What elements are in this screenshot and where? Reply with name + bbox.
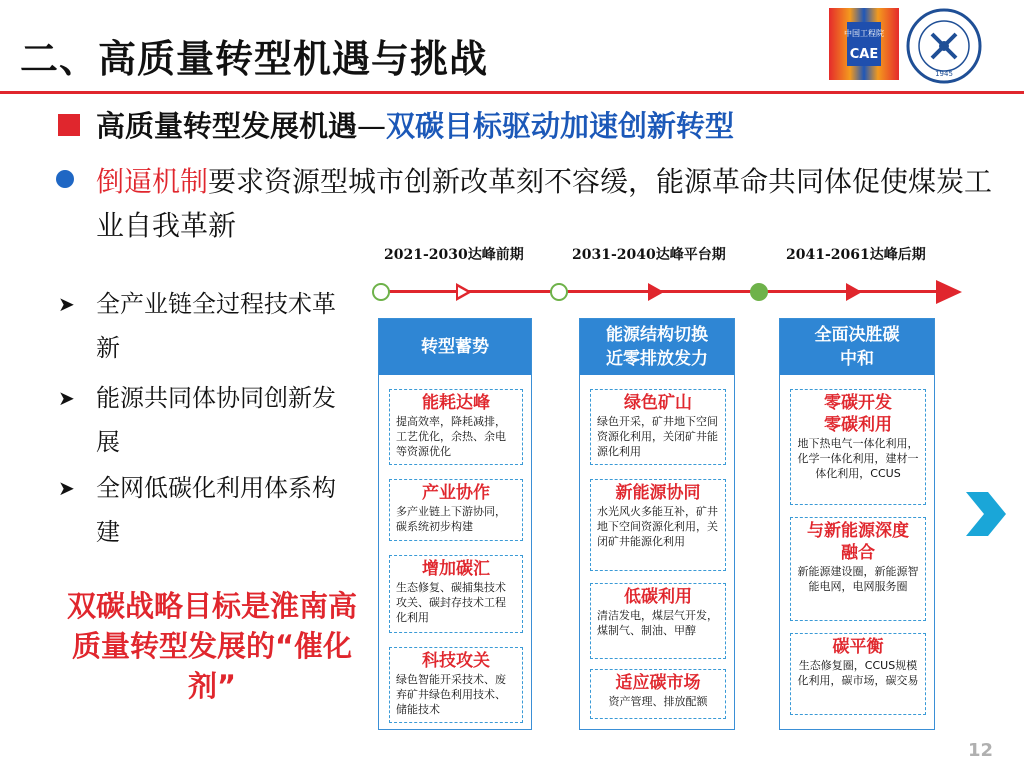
heading-prefix: 高质量转型发展机遇 [96,109,358,143]
stage-card [590,583,726,659]
stage-column-3 [779,318,935,730]
period-label-1: 2021-2030达峰前期 [384,247,524,263]
stage-card [790,517,926,621]
card-title: 适应碳市场 [615,673,701,693]
card-description: 资产管理、排放配额 [608,695,708,708]
timeline-node-circle [750,283,768,301]
list-item-text: 全产业链全过程技术革新 [96,290,336,362]
period-label-3: 2041-2061达峰后期 [786,247,926,263]
cae-logo-text: CAE [849,47,879,62]
timeline-node-triangle-icon [846,283,862,301]
card-title: 低碳利用 [624,587,692,607]
card-title: 碳平衡 [832,637,884,657]
card-description: 生态修复圈，CCUS规模化利用，碳市场，碳交易 [797,659,919,687]
university-logo [906,8,982,84]
square-bullet-icon [58,114,80,136]
column-header: 转型蓄势 [379,319,531,375]
cae-logo-top-text: 中国工程院 [844,29,884,38]
stage-card [590,389,726,465]
card-description: 绿色智能开采技术、废弃矿井绿色利用技术、储能技术 [396,673,506,716]
timeline-node-circle [372,283,390,301]
section-heading [96,104,734,145]
card-description: 新能源建设圈，新能源智能电网，电网服务圈 [797,565,919,593]
card-title: 增加碳汇 [422,559,490,579]
stage-card [790,389,926,505]
card-title: 科技攻关 [422,651,490,671]
timeline-node-triangle-icon [456,283,472,301]
card-title: 与新能源深度融合 [807,521,909,563]
stage-card [389,479,523,541]
arrow-bullet-icon: ➤ [58,476,75,500]
card-title: 零碳开发零碳利用 [824,393,892,435]
list-item [58,466,336,554]
next-slide-chevron-icon[interactable] [962,488,1008,544]
point-paragraph [96,160,996,248]
card-title: 绿色矿山 [624,393,692,413]
stage-column-1 [378,318,532,730]
card-description: 生态修复、碳捕集技术攻关、碳封存技术工程化利用 [396,581,506,624]
list-item-text: 能源共同体协同创新发展 [96,384,336,456]
card-description: 多产业链上下游协同，碳系统初步构建 [396,505,506,533]
card-title: 新能源协同 [615,483,701,503]
page-number: 12 [968,740,994,761]
point-text: 要求资源型城市创新改革刻不容缓，能源革命共同体促使煤炭工业自我革新 [96,165,993,242]
card-description: 清洁发电，煤层气开发，煤制气、制油、甲醇 [597,609,718,637]
timeline-node-triangle-icon [648,283,664,301]
card-description: 水光风火多能互补，矿井地下空间资源化利用，关闭矿井能源化利用 [597,505,718,548]
timeline-arrowhead-icon [936,280,962,304]
point-highlight: 倒逼机制 [96,165,209,198]
stage-card [590,669,726,719]
stage-card [590,479,726,571]
stage-column-2 [579,318,735,730]
stage-card [389,555,523,633]
heading-dash: — [357,109,387,143]
stage-card [389,389,523,465]
arrow-bullet-icon: ➤ [58,292,75,316]
dot-bullet-icon [56,170,74,188]
card-title: 产业协作 [422,483,490,503]
period-label-2: 2031-2040达峰平台期 [572,247,726,263]
stage-card [790,633,926,715]
column-header: 全面决胜碳中和 [780,319,934,375]
card-description: 提高效率，降耗减排，工艺优化，余热、余电等资源优化 [396,415,506,458]
column-header: 能源结构切换近零排放发力 [580,319,734,375]
title-divider [0,91,1024,94]
list-item [58,376,336,464]
arrow-bullet-icon: ➤ [58,386,75,410]
university-logo-year: 1945 [935,70,953,78]
heading-highlight: 双碳目标驱动加速创新转型 [386,109,735,143]
catalyst-statement: 双碳战略目标是淮南高质量转型发展的“催化剂” [66,589,357,703]
list-item [58,282,336,370]
card-description: 绿色开采，矿井地下空间资源化利用，关闭矿井能源化利用 [597,415,718,458]
stage-card [389,647,523,723]
card-title: 能耗达峰 [422,393,490,413]
slide-title: 二、高质量转型机遇与挑战 [20,37,489,81]
timeline-node-circle [550,283,568,301]
list-item-text: 全网低碳化利用体系构建 [96,474,336,546]
card-description: 地下热电气一体化利用，化学一体化利用，建材一体化利用，CCUS [797,437,919,480]
cae-logo [829,8,899,80]
